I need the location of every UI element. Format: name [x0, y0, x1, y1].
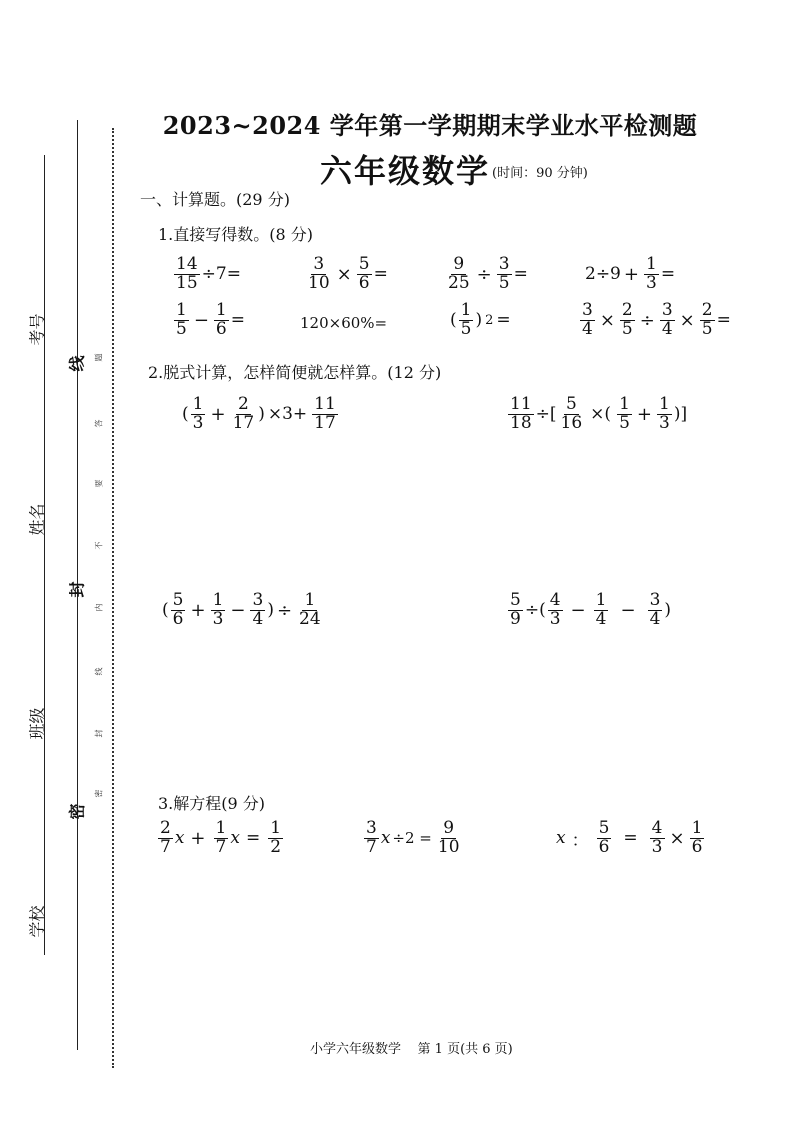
note-char-7: 封: [94, 729, 104, 738]
q2-expr-2: $\frac{11}{18}$ ÷[ $\frac{5}{16}$ ×( $\frac{1}{5}$ + $\frac{1}{3}$ )]: [510, 394, 688, 433]
q3-equation-2: $\frac{3}{7}$ x ÷2 = $\frac{9}{10}$: [366, 818, 460, 857]
seal-char-feng: 封: [67, 581, 87, 598]
seal-char-xian: 线: [67, 355, 87, 372]
note-char-3: 要: [94, 479, 104, 488]
exam-title: 2023~2024 学年第一学期期末学业水平检测题: [162, 111, 698, 140]
q1-item-5: $\frac{1}{5}$ − $\frac{1}{6}$ =: [176, 300, 245, 339]
q1-item-8: $\frac{3}{4}$ × $\frac{2}{5}$ ÷ $\frac{3}{4}$ × $\frac{2}{5}$ =: [582, 300, 731, 339]
q2-title: 2.脱式计算，怎样简便就怎样算。(12 分): [148, 363, 442, 382]
q1-item-2: $\frac{3}{10}$ × $\frac{5}{6}$ =: [308, 254, 388, 293]
q1-item-3: $\frac{9}{25}$ ÷ $\frac{3}{5}$ =: [448, 254, 528, 293]
q1-item-6: 120×60%=: [300, 314, 388, 332]
exam-subtitle: 六年级数学: [320, 152, 491, 190]
tear-dotted-line: [112, 128, 114, 1068]
exam-number-label: 考号: [27, 313, 47, 346]
q3-equation-3: x ： $\frac{5}{6}$ = $\frac{4}{3}$ × $\frac{1}{6}$: [556, 818, 703, 857]
note-char-8: 密: [94, 789, 104, 798]
section-1-title: 一、计算题。(29 分): [140, 190, 290, 209]
q1-item-4: 2÷9 + $\frac{1}{3}$ =: [585, 254, 676, 293]
note-char-6: 线: [94, 667, 104, 676]
q2-expr-4: $\frac{5}{9}$ ÷( $\frac{4}{3}$ − $\frac{1}{4}$ − $\frac{3}{4}$ ): [510, 590, 672, 629]
q2-expr-1: ( $\frac{1}{3}$ + $\frac{2}{17}$ ) ×3+ $\frac{11}{17}$: [182, 394, 336, 433]
name-label: 姓名: [27, 503, 47, 536]
q1-title: 1.直接写得数。(8 分): [158, 225, 314, 244]
binding-line-outer: [44, 155, 45, 955]
q3-title: 3.解方程(9 分): [158, 794, 266, 813]
seal-char-mi: 密: [67, 803, 87, 820]
q1-item-7: ( $\frac{1}{5}$ ) 2 =: [450, 300, 511, 339]
note-char-2: 答: [94, 419, 104, 428]
q3-equation-1: $\frac{2}{7}$ x + $\frac{1}{7}$ x = $\frac{1}{2}$: [160, 818, 282, 857]
school-label: 学校: [27, 905, 47, 938]
q2-expr-3: ( $\frac{5}{6}$ + $\frac{1}{3}$ − $\frac{3}{4}$ ) ÷ $\frac{1}{24}$: [162, 590, 321, 629]
time-note: (时间：90 分钟): [492, 166, 588, 181]
note-char-1: 题: [94, 353, 104, 362]
class-label: 班级: [27, 707, 47, 740]
note-char-4: 不: [94, 541, 104, 550]
page-footer: 小学六年级数学 第 1 页(共 6 页): [310, 1042, 513, 1057]
note-char-5: 内: [94, 603, 104, 612]
q1-item-1: $\frac{14}{15}$ ÷7=: [176, 254, 241, 293]
